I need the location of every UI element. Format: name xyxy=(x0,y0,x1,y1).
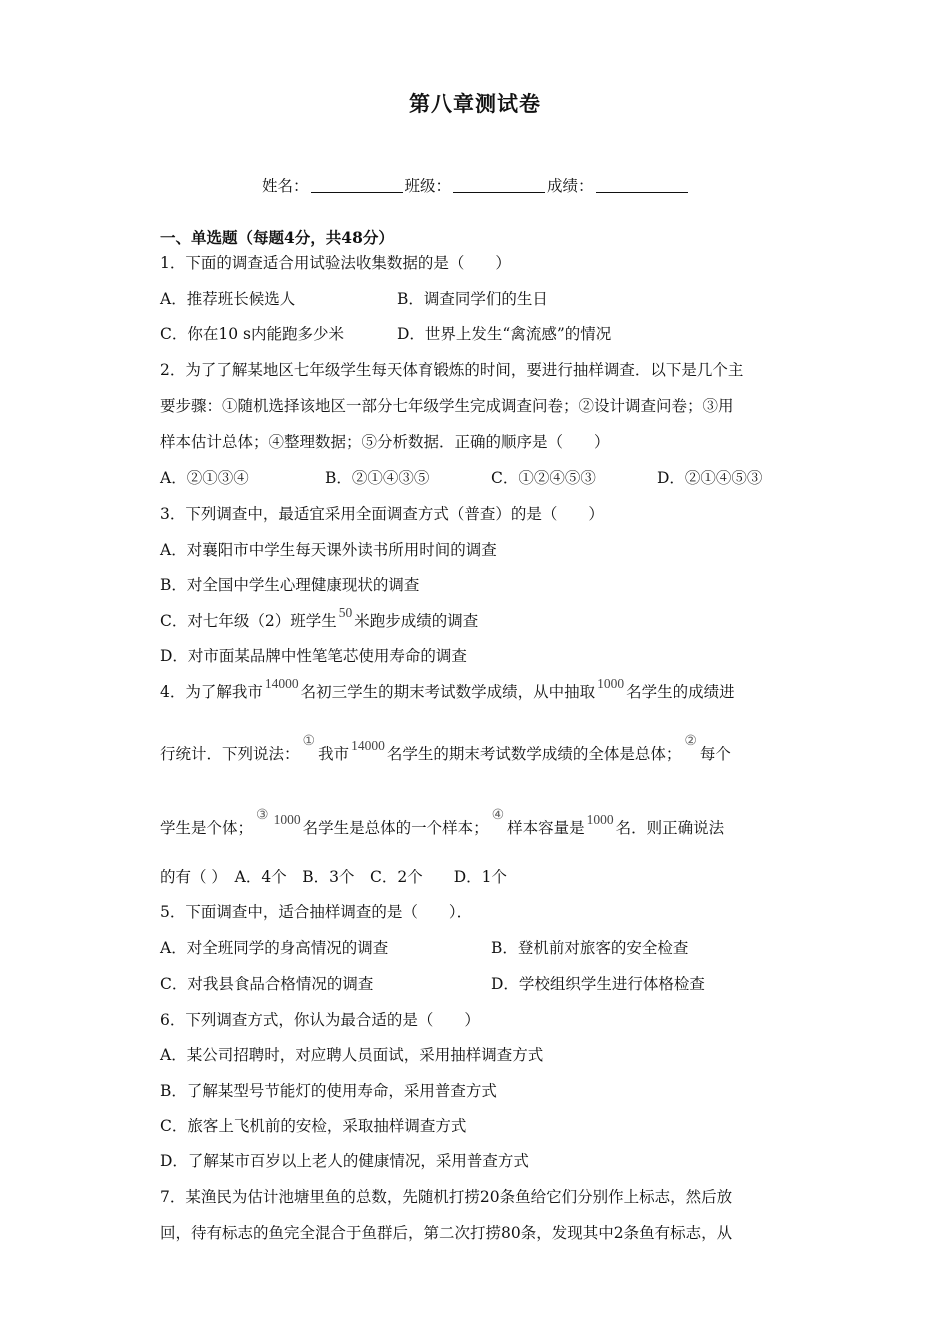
q6-option-b: B．了解某型号节能灯的使用寿命，采用普查方式 xyxy=(160,1082,497,1100)
q6-option-a: A．某公司招聘时，对应聘人员面试，采用抽样调查方式 xyxy=(160,1046,544,1064)
q3-stem: 3．下列调查中，最适宜采用全面调查方式（普查）的是（ ） xyxy=(160,505,604,523)
q4-stem-line2 xyxy=(160,733,731,764)
class-label: 班级： xyxy=(404,177,452,195)
q4-text: 4．为了解我市 xyxy=(160,683,263,701)
class-blank[interactable] xyxy=(453,178,545,193)
q4-number-1000: 1000 xyxy=(273,812,301,827)
q5-option-d: D．学校组织学生进行体格检查 xyxy=(491,975,705,993)
q5-option-b: B．登机前对旅客的安全检查 xyxy=(491,939,689,957)
q4-text: 行统计．下列说法： xyxy=(160,745,300,763)
page-title: 第八章测试卷 xyxy=(409,91,541,116)
q4-text: 我市 xyxy=(318,745,350,763)
section-heading: 一、单选题（每题4分，共48分） xyxy=(160,228,394,247)
q7-stem-line2: 回，待有标志的鱼完全混合于鱼群后，第二次打捞80条，发现其中2条鱼有标志，从 xyxy=(160,1224,733,1242)
q4-circle-1: ① xyxy=(302,733,316,749)
q5-option-c: C．对我县食品合格情况的调查 xyxy=(160,975,374,993)
q3-option-c xyxy=(160,605,479,631)
q6-stem: 6．下列调查方式，你认为最合适的是（ ） xyxy=(160,1011,480,1029)
name-blank[interactable] xyxy=(311,178,403,193)
q2-option-a: A．②①③④ xyxy=(160,469,249,487)
q4-circle-2: ② xyxy=(684,733,697,749)
q4-text: 学生是个体； xyxy=(160,819,254,837)
q4-text: 名初三学生的期末考试数学成绩，从中抽取 xyxy=(300,683,596,701)
q5-option-a: A．对全班同学的身高情况的调查 xyxy=(160,939,389,957)
student-info-line xyxy=(262,174,690,196)
q3-option-a: A．对襄阳市中学生每天课外读书所用时间的调查 xyxy=(160,541,497,559)
q3-option-d: D．对市面某品牌中性笔笔芯使用寿命的调查 xyxy=(160,647,467,665)
q1-option-c: C．你在10 s内能跑多少米 xyxy=(160,325,344,343)
q1-option-b: B．调查同学们的生日 xyxy=(397,290,548,308)
q4-stem-line3 xyxy=(160,807,725,838)
q4-circle-3: ③ xyxy=(256,807,269,823)
name-label: 姓名： xyxy=(262,177,309,195)
q4-stem-line1 xyxy=(160,676,735,702)
q2-option-b: B．②①④③⑤ xyxy=(325,469,430,487)
score-label: 成绩： xyxy=(547,177,594,195)
q4-options-line: 的有（ ） A．4个 B．3个 C．2个 D．1个 xyxy=(160,868,507,886)
q4-circle-4: ④ xyxy=(491,807,505,823)
q4-text: 样本容量是 xyxy=(507,819,585,837)
q3-number-50: 50 xyxy=(338,605,353,620)
q6-option-d: D．了解某市百岁以上老人的健康情况，采用普查方式 xyxy=(160,1152,529,1170)
q4-text: 名．则正确说法 xyxy=(615,819,725,837)
q2-option-d: D．②①④⑤③ xyxy=(657,469,763,487)
q4-text: 每个 xyxy=(699,745,731,763)
q2-stem-line1: 2．为了了解某地区七年级学生每天体育锻炼的时间，要进行抽样调查．以下是几个主 xyxy=(160,361,744,379)
q4-text: 名学生的成绩进 xyxy=(626,683,735,701)
q2-stem-line3: 样本估计总体；④整理数据；⑤分析数据．正确的顺序是（ ） xyxy=(160,433,610,451)
q3-option-c-text2: 米跑步成绩的调查 xyxy=(354,612,479,630)
q3-option-c-text1: C．对七年级（2）班学生 xyxy=(160,612,337,630)
q1-stem: 1．下面的调查适合用试验法收集数据的是（ ） xyxy=(160,254,511,272)
q3-option-b: B．对全国中学生心理健康现状的调查 xyxy=(160,576,420,594)
q2-option-c: C．①②④⑤③ xyxy=(491,469,596,487)
q4-number-14000: 14000 xyxy=(264,676,299,691)
q1-option-d: D．世界上发生“禽流感”的情况 xyxy=(397,325,612,343)
q7-stem-line1: 7．某渔民为估计池塘里鱼的总数，先随机打捞20条鱼给它们分别作上标志，然后放 xyxy=(160,1188,733,1206)
q4-text: 名学生是总体的一个样本； xyxy=(302,819,489,837)
score-blank[interactable] xyxy=(596,178,688,193)
q4-number-1000: 1000 xyxy=(597,676,625,691)
q2-stem-line2: 要步骤：①随机选择该地区一部分七年级学生完成调查问卷；②设计调查问卷；③用 xyxy=(160,397,734,415)
q6-option-c: C．旅客上飞机前的安检，采取抽样调查方式 xyxy=(160,1117,467,1135)
q4-number-1000: 1000 xyxy=(586,812,614,827)
q5-stem: 5．下面调查中，适合抽样调查的是（ ）． xyxy=(160,903,473,921)
q1-option-a: A．推荐班长候选人 xyxy=(160,290,296,308)
q4-text: 名学生的期末考试数学成绩的全体是总体； xyxy=(386,745,682,763)
q4-number-14000: 14000 xyxy=(351,738,385,753)
